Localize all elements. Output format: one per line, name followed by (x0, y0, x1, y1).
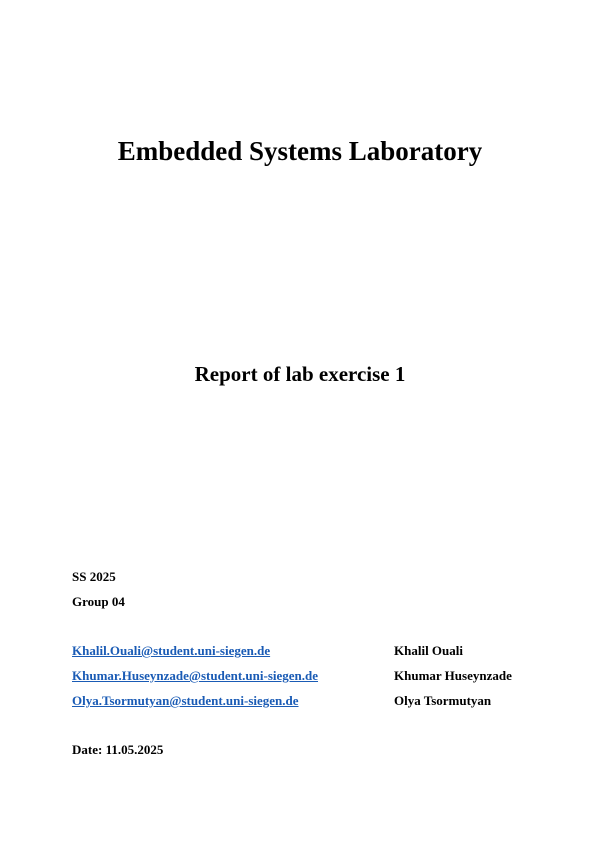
member-email-link[interactable]: Olya.Tsormutyan@student.uni-siegen.de (72, 693, 299, 708)
member-email-link[interactable]: Khumar.Huseynzade@student.uni-siegen.de (72, 668, 319, 683)
member-name: Khumar Huseynzade (394, 668, 512, 683)
member-email-link[interactable]: Khalil.Ouali@student.uni-siegen.de (72, 643, 271, 658)
document-subtitle: Report of lab exercise 1 (194, 362, 406, 386)
semester-label: SS 2025 (72, 569, 116, 584)
member-name: Olya Tsormutyan (394, 693, 492, 708)
member-name: Khalil Ouali (394, 643, 463, 658)
group-label: Group 04 (72, 594, 125, 609)
report-date: Date: 11.05.2025 (72, 742, 164, 757)
document-title: Embedded Systems Laboratory (117, 136, 483, 166)
